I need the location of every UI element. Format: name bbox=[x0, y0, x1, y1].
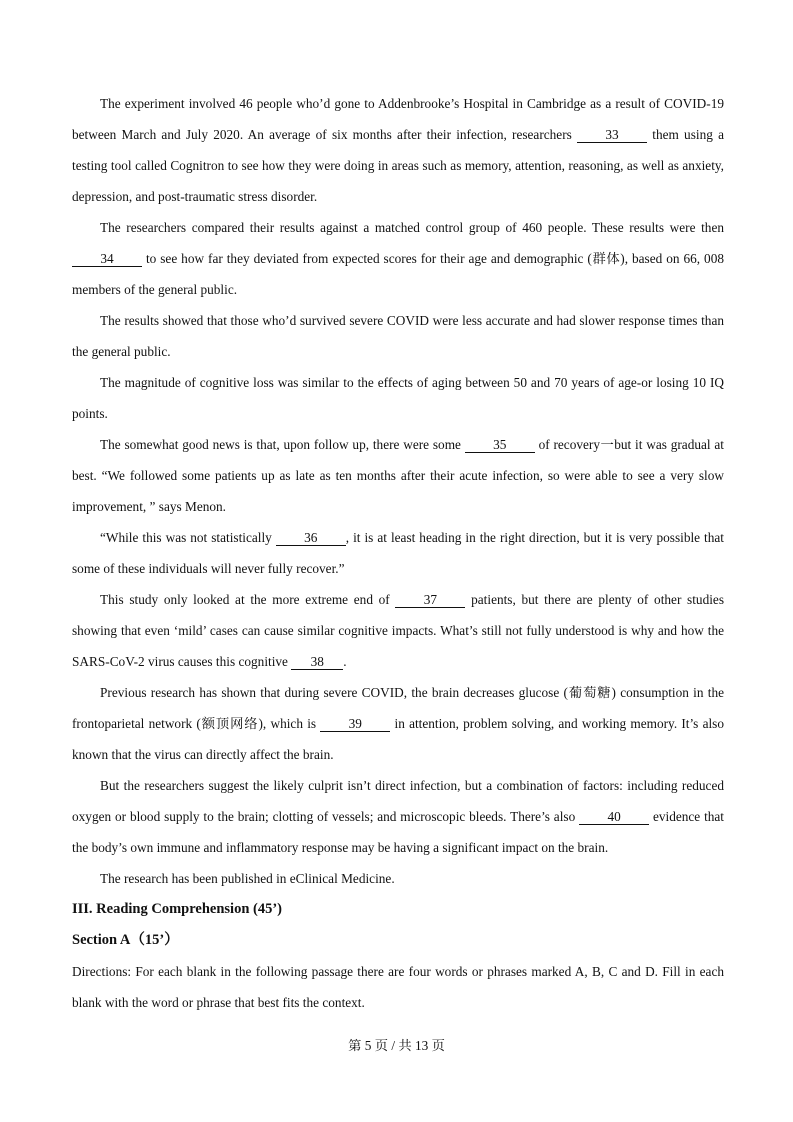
blank-40: 40 bbox=[579, 810, 649, 825]
paragraph-1 bbox=[72, 88, 724, 212]
blank-39: 39 bbox=[320, 717, 390, 732]
paragraph-text: of recovery一but it was gradual at best. “We followed some patients up as late as ten months after their acute infection, so were able to see a very slow improvement, ” says Menon. bbox=[72, 437, 724, 514]
blank-36: 36 bbox=[276, 531, 346, 546]
paragraph-text: them using a testing tool called Cognitron to see how they were doing in areas such as memory, attention, reasoning, as well as anxiety, depression, and post-traumatic stress disorder. bbox=[72, 127, 724, 204]
paragraph-9 bbox=[72, 770, 724, 863]
paragraph-text: , it is at least heading in the right direction, but it is very possible that some of these individuals will never fully recover.” bbox=[72, 530, 724, 576]
paragraph-6 bbox=[72, 522, 724, 584]
paragraph-3 bbox=[72, 305, 724, 367]
paragraph-text: patients, but there are plenty of other studies showing that even ‘mild’ cases can cause similar cognitive impacts. What’s still not fully understood is why and how the SARS-CoV-2 virus causes this cognitive bbox=[72, 592, 724, 669]
paragraph-text: The magnitude of cognitive loss was similar to the effects of aging between 50 and 70 years of age-or losing 10 IQ points. bbox=[72, 375, 724, 421]
paragraph-text: This study only looked at the more extreme end of bbox=[100, 592, 396, 607]
paragraph-7 bbox=[72, 584, 724, 677]
paragraph-text: The researchers compared their results against a matched control group of 460 people. These results were then bbox=[100, 220, 724, 235]
paragraph-4 bbox=[72, 367, 724, 429]
paragraph-2 bbox=[72, 212, 724, 305]
blank-33: 33 bbox=[577, 128, 647, 143]
paragraph-5 bbox=[72, 429, 724, 522]
directions-text: Directions: For each blank in the following passage there are four words or phrases marked A, B, C and D. Fill in each blank with the word or phrase that best fits the context. bbox=[72, 964, 724, 1010]
section-a-heading: Section A（15’） bbox=[72, 932, 179, 948]
paragraph-8 bbox=[72, 677, 724, 770]
blank-37: 37 bbox=[395, 593, 465, 608]
paragraph-text: The experiment involved 46 people who’d gone to Addenbrooke’s Hospital in Cambridge as a result of COVID-19 between March and July 2020. An average of six months after their infection, researchers bbox=[72, 96, 724, 142]
paragraph-text: “While this was not statistically bbox=[100, 530, 276, 545]
page-footer: 第 5 页 / 共 13 页 bbox=[348, 1038, 445, 1053]
paragraph-text: Previous research has shown that during severe COVID, the brain decreases glucose (葡萄糖) consumption in the frontoparietal network (额顶网络), which is bbox=[72, 685, 724, 731]
section-heading: III. Reading Comprehension (45’) bbox=[72, 901, 283, 917]
paragraph-10 bbox=[72, 863, 724, 894]
paragraph-text: The somewhat good news is that, upon follow up, there were some bbox=[100, 437, 465, 452]
blank-38: 38 bbox=[291, 655, 343, 670]
paragraph-text: The results showed that those who’d survived severe COVID were less accurate and had slower response times than the general public. bbox=[72, 313, 724, 359]
blank-34: 34 bbox=[72, 252, 142, 267]
paragraph-text: to see how far they deviated from expected scores for their age and demographic (群体), based on 66, 008 members of the general public. bbox=[72, 251, 724, 297]
paragraph-text: in attention, problem solving, and working memory. It’s also known that the virus can directly affect the brain. bbox=[72, 716, 724, 762]
paragraph-text: . bbox=[343, 654, 347, 669]
blank-35: 35 bbox=[465, 438, 535, 453]
passage-content bbox=[72, 88, 724, 1018]
paragraph-text: But the researchers suggest the likely culprit isn’t direct infection, but a combination of factors: including reduced oxygen or blood supply to the brain; clotting of vessels; and microscopic bleeds. There’s also bbox=[72, 778, 724, 824]
paragraph-text: The research has been published in eClinical Medicine. bbox=[100, 871, 395, 886]
paragraph-text: evidence that the body’s own immune and inflammatory response may be having a significant impact on the brain. bbox=[72, 809, 725, 855]
